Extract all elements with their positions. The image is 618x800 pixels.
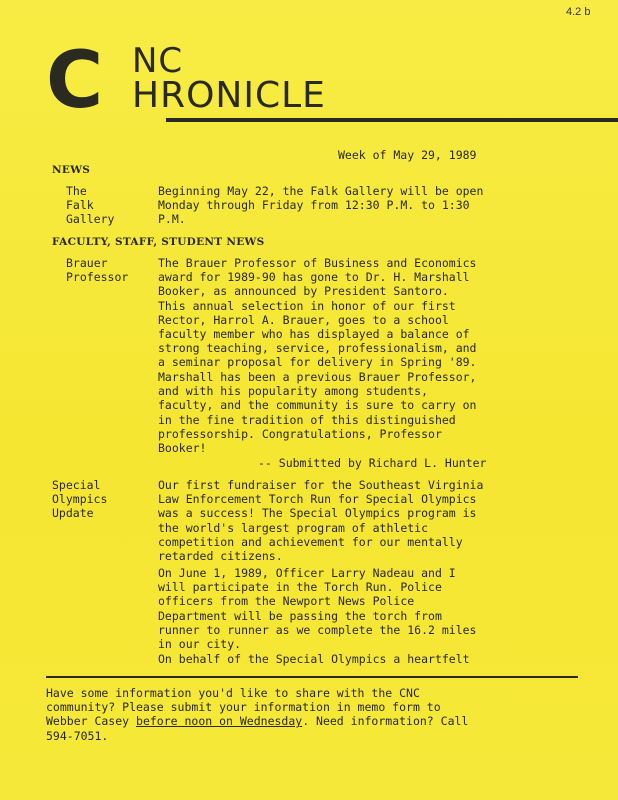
issue-date: Week of May 29, 1989: [338, 148, 477, 162]
footer-notice: [46, 686, 586, 743]
olympics-paragraph-3: On behalf of the Special Olympics a heartfelt: [158, 652, 470, 666]
footer-deadline: before noon on Wednesday: [136, 714, 303, 729]
footer-text-2: . Need information? Call 594-7051.: [46, 714, 469, 743]
faculty-section-heading: FACULTY, STAFF, STUDENT NEWS: [52, 236, 265, 248]
masthead-c-letter: C: [46, 36, 102, 126]
special-olympics-label: Special Olympics Update: [52, 478, 108, 520]
brauer-paragraph-2: Marshall has been a previous Brauer Professor, and with his popularity among students, faculty, and the community is sure to carry on in the fine tradition of this distinguished professorship. Congratulations, Professor Booker!: [158, 370, 477, 456]
handwritten-page-number: 4.2 b: [566, 6, 591, 18]
masthead-hronicle: HRONICLE: [132, 75, 326, 116]
masthead-nc: NC: [132, 41, 184, 81]
olympics-paragraph-2: On June 1, 1989, Officer Larry Nadeau and I will participate in the Torch Run. Police officers from the Newport News Police Department will be passing the torch from runner to runner as we complete the 16.2 miles in our city.: [158, 566, 477, 652]
footer-text-1: Have some information you'd like to share with the CNC community? Please submit your information in memo form to Webber Casey: [46, 686, 441, 729]
olympics-paragraph-1: Our first fundraiser for the Southeast Virginia Law Enforcement Torch Run for Special Olympics was a success! The Special Olympics program is the world's largest program of athletic competition and achievement for our mentally retarded citizens.: [158, 478, 484, 564]
brauer-paragraph-1: The Brauer Professor of Business and Economics award for 1989-90 has gone to Dr. H. Marshall Booker, as announced by President Santoro. This annual selection in honor of our first Rector, Harrol A. Brauer, goes to a school faculty member who has displayed a balance of strong teaching, service, professionalism, and a seminar proposal for delivery in Spring '89.: [158, 256, 477, 370]
falk-gallery-text: Beginning May 22, the Falk Gallery will be open Monday through Friday from 12:30 P.M. to 1:30 P.M.: [158, 184, 484, 227]
masthead-logo: [40, 36, 400, 126]
footer-rule: [46, 676, 578, 678]
brauer-professor-label: Brauer Professor: [66, 256, 129, 284]
brauer-signature: -- Submitted by Richard L. Hunter: [258, 456, 487, 470]
falk-gallery-label: The Falk Gallery: [66, 184, 115, 226]
news-section-heading: NEWS: [52, 164, 91, 176]
